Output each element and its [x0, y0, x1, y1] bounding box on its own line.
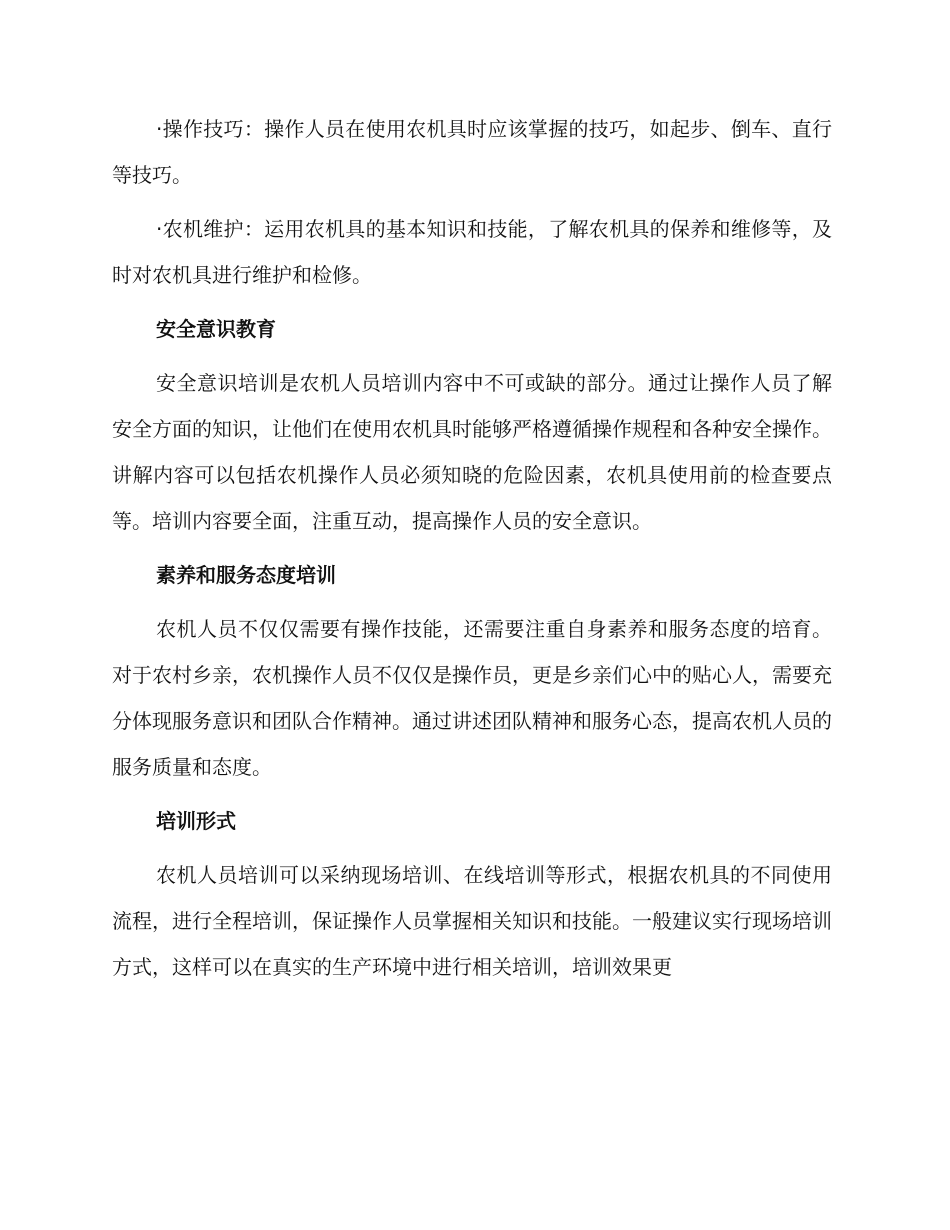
heading-service-attitude: 素养和服务态度培训 — [156, 563, 336, 587]
heading-safety-awareness: 安全意识教育 — [156, 317, 276, 341]
paragraph-safety-awareness: 安全意识培训是农机人员培训内容中不可或缺的部分。通过让操作人员了解安全方面的知识，让他们在使用农机具时能够严格遵循操作规程和各种安全操作。讲解内容可以包括农机操作人员必须知晓的危险因素，农机具使用前的检查要点等。培训内容要全面，注重互动，提高操作人员的安全意识。 — [112, 371, 832, 533]
paragraph-training-format: 农机人员培训可以采纳现场培训、在线培训等形式，根据农机具的不同使用流程，进行全程培训，保证操作人员掌握相关知识和技能。一般建议实行现场培训方式，这样可以在真实的生产环境中进行相关培训，培训效果更 — [112, 863, 832, 979]
bullet-operation-skills: ·操作技巧：操作人员在使用农机具时应该掌握的技巧，如起步、倒车、直行等技巧。 — [112, 117, 832, 187]
paragraph-service-attitude: 农机人员不仅仅需要有操作技能，还需要注重自身素养和服务态度的培育。对于农村乡亲，农机操作人员不仅仅是操作员，更是乡亲们心中的贴心人，需要充分体现服务意识和团队合作精神。通过讲述团队精神和服务心态，提高农机人员的服务质量和态度。 — [112, 617, 832, 779]
bullet-machine-maintenance: ·农机维护：运用农机具的基本知识和技能，了解农机具的保养和维修等，及时对农机具进行维护和检修。 — [112, 217, 832, 287]
document-page — [112, 106, 832, 990]
heading-training-format: 培训形式 — [156, 809, 236, 833]
